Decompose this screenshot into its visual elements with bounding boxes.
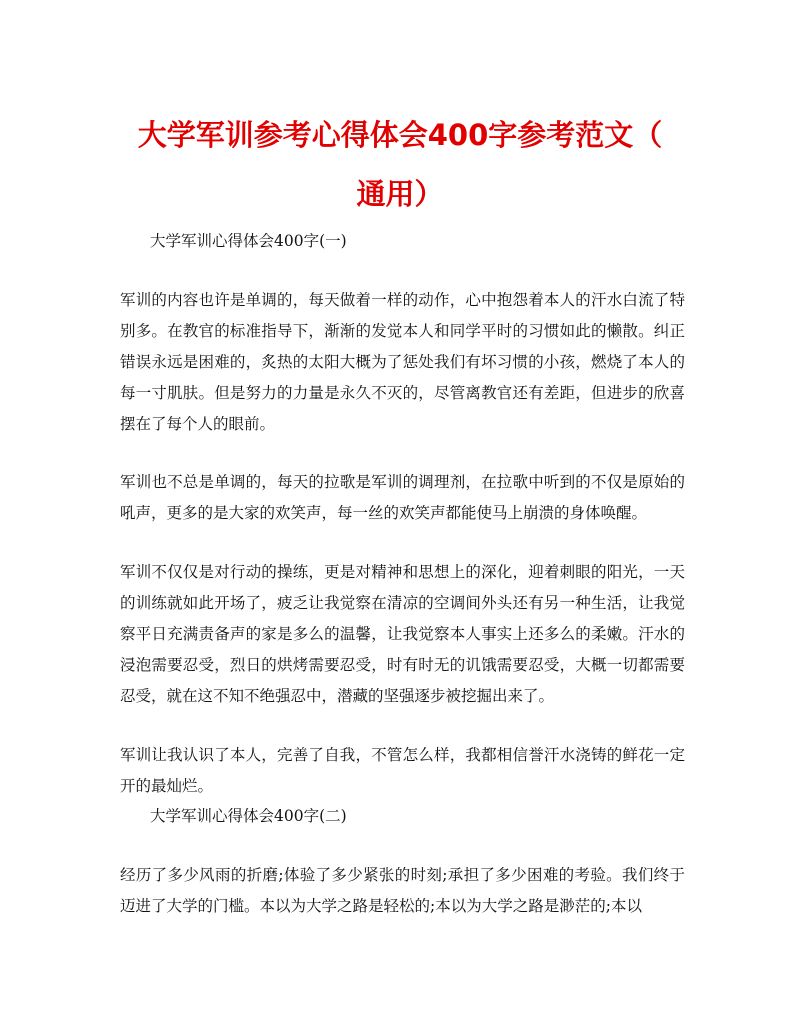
paragraph-4: 军训让我认识了本人，完善了自我，不管怎么样，我都相信誉汗水浇铸的鲜花一定开的最灿烂。 — [120, 746, 685, 795]
paragraph-5: 经历了多少风雨的折磨;体验了多少紧张的时刻;承担了多少困难的考验。我们终于迈进了大学的门槛。本以为大学之路是轻松的;本以为大学之路是渺茫的;本以 — [120, 866, 685, 915]
paragraph-3: 军训不仅仅是对行动的操练，更是对精神和思想上的深化，迎着刺眼的阳光，一天的训练就如此开场了，疲乏让我觉察在清凉的空调间外头还有另一种生活，让我觉察平日充满责备声的家是多么的温馨，让我觉察本人事实上还多么的柔嫩。汗水的浸泡需要忍受，烈日的烘烤需要忍受，时有时无的讥饿需要忍受，大概一切都需要忍受，就在这不知不绝强忍中，潜藏的坚强逐步被挖掘出来了。 — [120, 563, 685, 705]
paragraph-2: 军训也不总是单调的，每天的拉歌是军训的调理剂，在拉歌中听到的不仅是原始的吼声，更多的是大家的欢笑声，每一丝的欢笑声都能使马上崩溃的身体唤醒。 — [120, 473, 685, 522]
subheading-2: 大学军训心得体会400字(二) — [150, 807, 347, 825]
subheading-1: 大学军训心得体会400字(一) — [150, 232, 347, 250]
paragraph-1: 军训的内容也许是单调的，每天做着一样的动作，心中抱怨着本人的汗水白流了特别多。在教官的标准指导下，渐渐的发觉本人和同学平时的习惯如此的懒散。纠正错误永远是困难的，炙热的太阳大概为了惩处我们有坏习惯的小孩，燃烧了本人的每一寸肌肤。但是努力的力量是永久不灭的，尽管离教官还有差距，但进步的欣喜摆在了每个人的眼前。 — [120, 291, 685, 433]
document-title-line-1: 大学军训参考心得体会400字参考范文（ — [137, 118, 663, 152]
document-title-line-2: 通用） — [356, 177, 444, 211]
